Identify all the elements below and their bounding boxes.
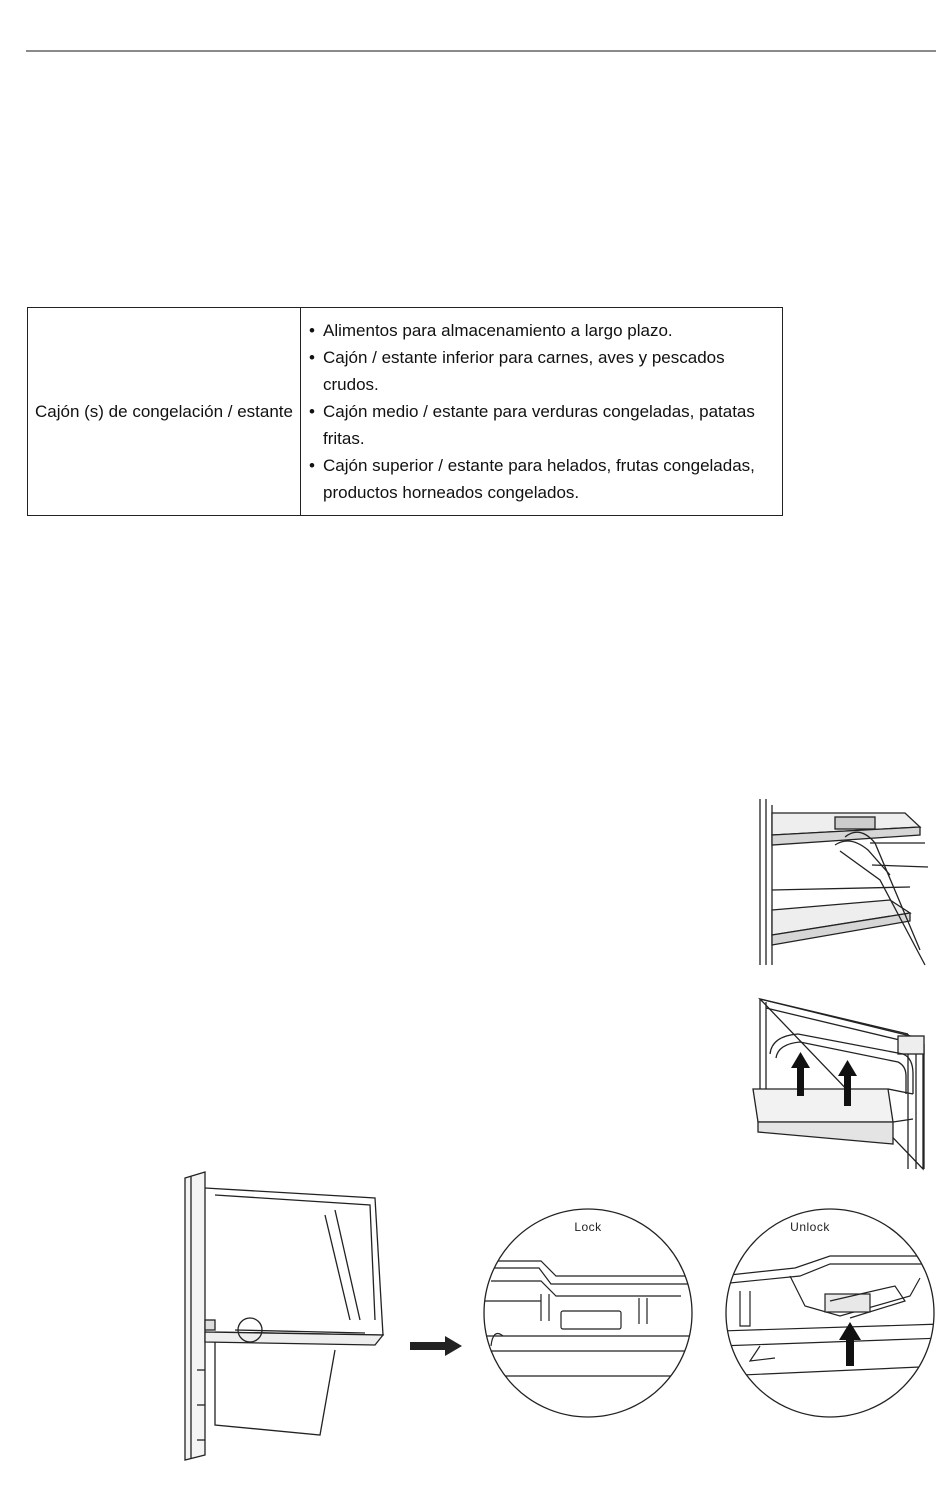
lock-label: Lock [574, 1220, 602, 1234]
table-row [28, 308, 783, 516]
right-arrow-icon [410, 1336, 465, 1356]
header-rule [26, 50, 936, 52]
list-item: • Cajón / estante inferior para carnes, aves y pescados crudos. [309, 344, 778, 398]
unlock-label: Unlock [790, 1220, 830, 1234]
door-bin-lift-illustration [748, 994, 938, 1174]
shelf-removal-illustration [750, 795, 930, 970]
storage-table [27, 307, 783, 516]
unlock-detail-illustration [720, 1206, 942, 1420]
lock-detail-illustration [481, 1206, 695, 1420]
drawer-illustration [175, 1170, 390, 1462]
table-list-cell [301, 308, 783, 516]
table-label-cell: Cajón (s) de congelación / estante [28, 308, 301, 516]
list-item: • Cajón medio / estante para verduras congeladas, patatas fritas. [309, 398, 778, 452]
list-item: • Cajón superior / estante para helados, frutas congeladas, productos horneados congelados. [309, 452, 778, 506]
bullet-list [309, 317, 778, 506]
list-item: • Alimentos para almacenamiento a largo plazo. [309, 317, 778, 344]
